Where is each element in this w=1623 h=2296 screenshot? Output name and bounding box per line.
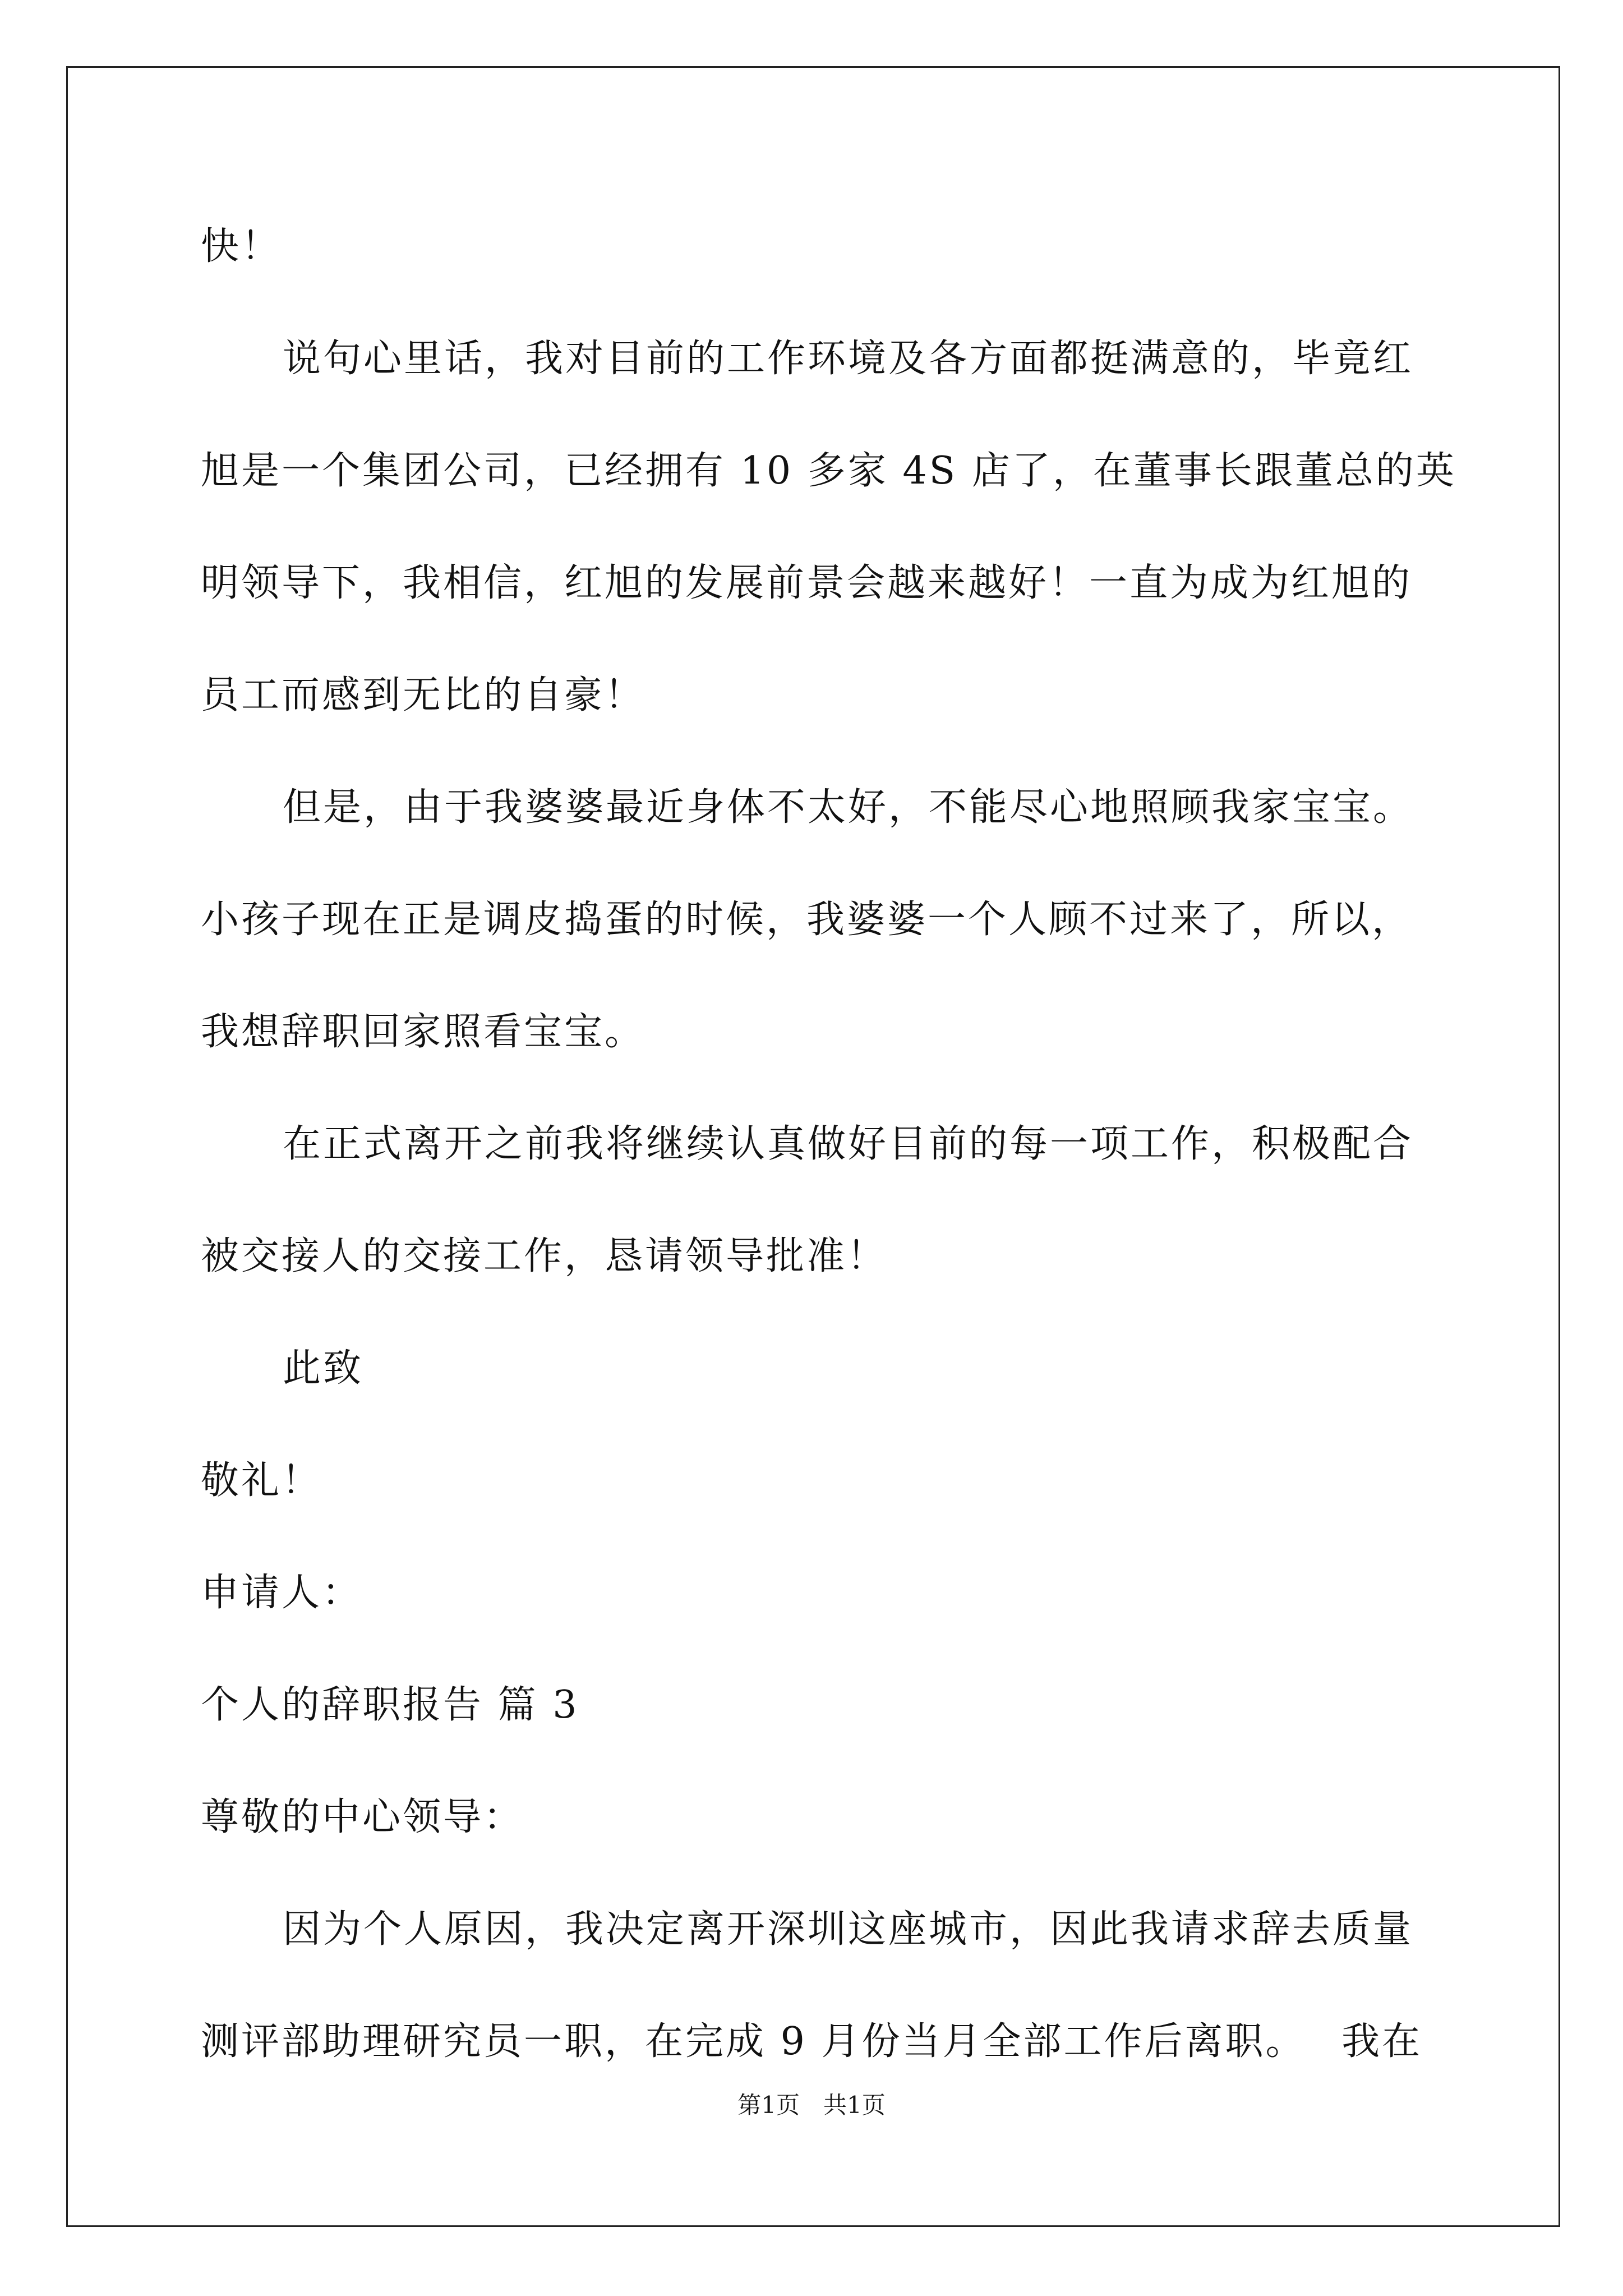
text-line: 小孩子现在正是调皮捣蛋的时候，我婆婆一个人顾不过来了，所以， <box>201 898 1413 942</box>
paragraph-line: 在正式离开之前我将继续认真做好目前的每一项工作，积极配合 <box>283 1122 1414 1166</box>
closing-greeting: 此致 <box>283 1346 364 1391</box>
section-heading: 个人的辞职报告 篇 3 <box>201 1683 579 1727</box>
closing-salute: 敬礼！ <box>201 1458 322 1503</box>
paragraph-line: 因为个人原因，我决定离开深圳这座城市，因此我请求辞去质量 <box>283 1907 1414 1952</box>
paragraph-line: 说句心里话，我对目前的工作环境及各方面都挺满意的，毕竟红 <box>283 337 1414 381</box>
text-line: 测评部助理研究员一职，在完成 9 月份当月全部工作后离职。 我在 <box>201 2019 1423 2064</box>
text-line: 明领导下，我相信，红旭的发展前景会越来越好！一直为成为红旭的 <box>201 561 1413 605</box>
text-line: 我想辞职回家照看宝宝。 <box>201 1010 645 1054</box>
applicant-label: 申请人： <box>201 1571 363 1615</box>
page-number-footer: 第1页 共1页 <box>737 2091 886 2119</box>
text-line: 被交接人的交接工作，恳请领导批准！ <box>201 1234 888 1278</box>
salutation: 尊敬的中心领导： <box>201 1795 524 1839</box>
text-line: 旭是一个集团公司，已经拥有 10 多家 4S 店了，在董事长跟董总的英 <box>201 449 1456 493</box>
text-line: 员工而感到无比的自豪！ <box>201 673 645 717</box>
paragraph-line: 但是，由于我婆婆最近身体不太好，不能尽心地照顾我家宝宝。 <box>283 785 1414 830</box>
text-line: 快！ <box>201 224 282 269</box>
